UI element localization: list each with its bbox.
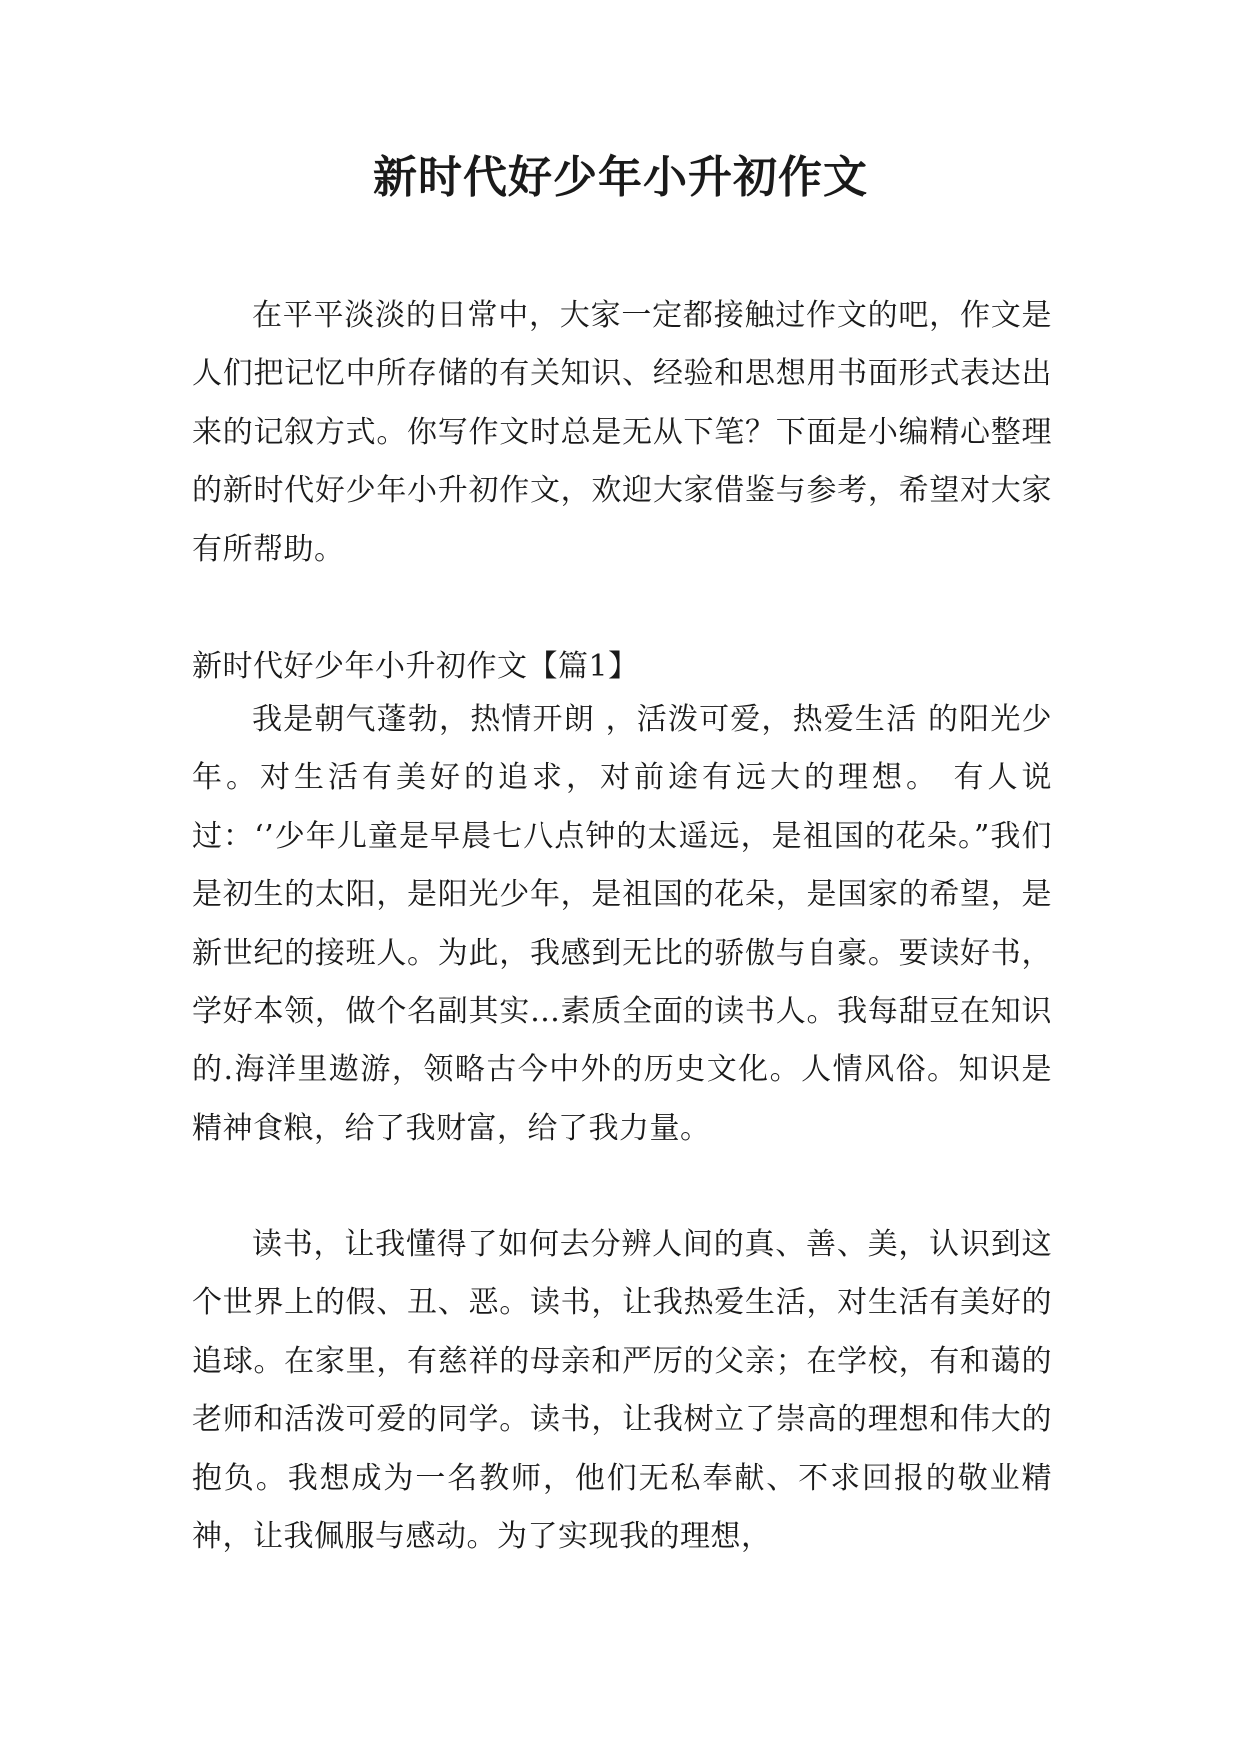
body-paragraph-1: 我是朝气蓬勃，热情开朗 ，活泼可爱，热爱生活 的阳光少年。对生活有美好的追求，对前途有远大的理想。 有人说过：‘’少年儿童是早晨七八点钟的太遥远，是祖国的花朵。”我们是初生的太阳，是阳光少年，是祖国的花朵，是国家的希望，是新世纪的接班人。为此，我感到无比的骄傲与自豪。要读好书，学好本领，做个名副其实…素质全面的读书人。我每甜豆在知识的.海洋里遨游，领略古今中外的历史文化。人情风俗。知识是精神食粮，给了我财富，给了我力量。 [192,702,1052,1146]
section-heading: 新时代好少年小升初作文【篇1】 [192,649,639,684]
document-title: 新时代好少年小升初作文 [373,152,868,203]
intro-paragraph: 在平平淡淡的日常中，大家一定都接触过作文的吧，作文是人们把记忆中所存储的有关知识、经验和思想用书面形式表达出来的记叙方式。你写作文时总是无从下笔？下面是小编精心整理的新时代好少年小升初作文，欢迎大家借鉴与参考，希望对大家有所帮助。 [192,298,1052,567]
body-paragraph-2: 读书，让我懂得了如何去分辨人间的真、善、美，认识到这个世界上的假、丑、恶。读书，让我热爱生活，对生活有美好的追球。在家里，有慈祥的母亲和严厉的父亲；在学校，有和蔼的老师和活泼可爱的同学。读书，让我树立了崇高的理想和伟大的抱负。我想成为一名教师，他们无私奉献、不求回报的敬业精神，让我佩服与感动。为了实现我的理想， [192,1227,1052,1555]
